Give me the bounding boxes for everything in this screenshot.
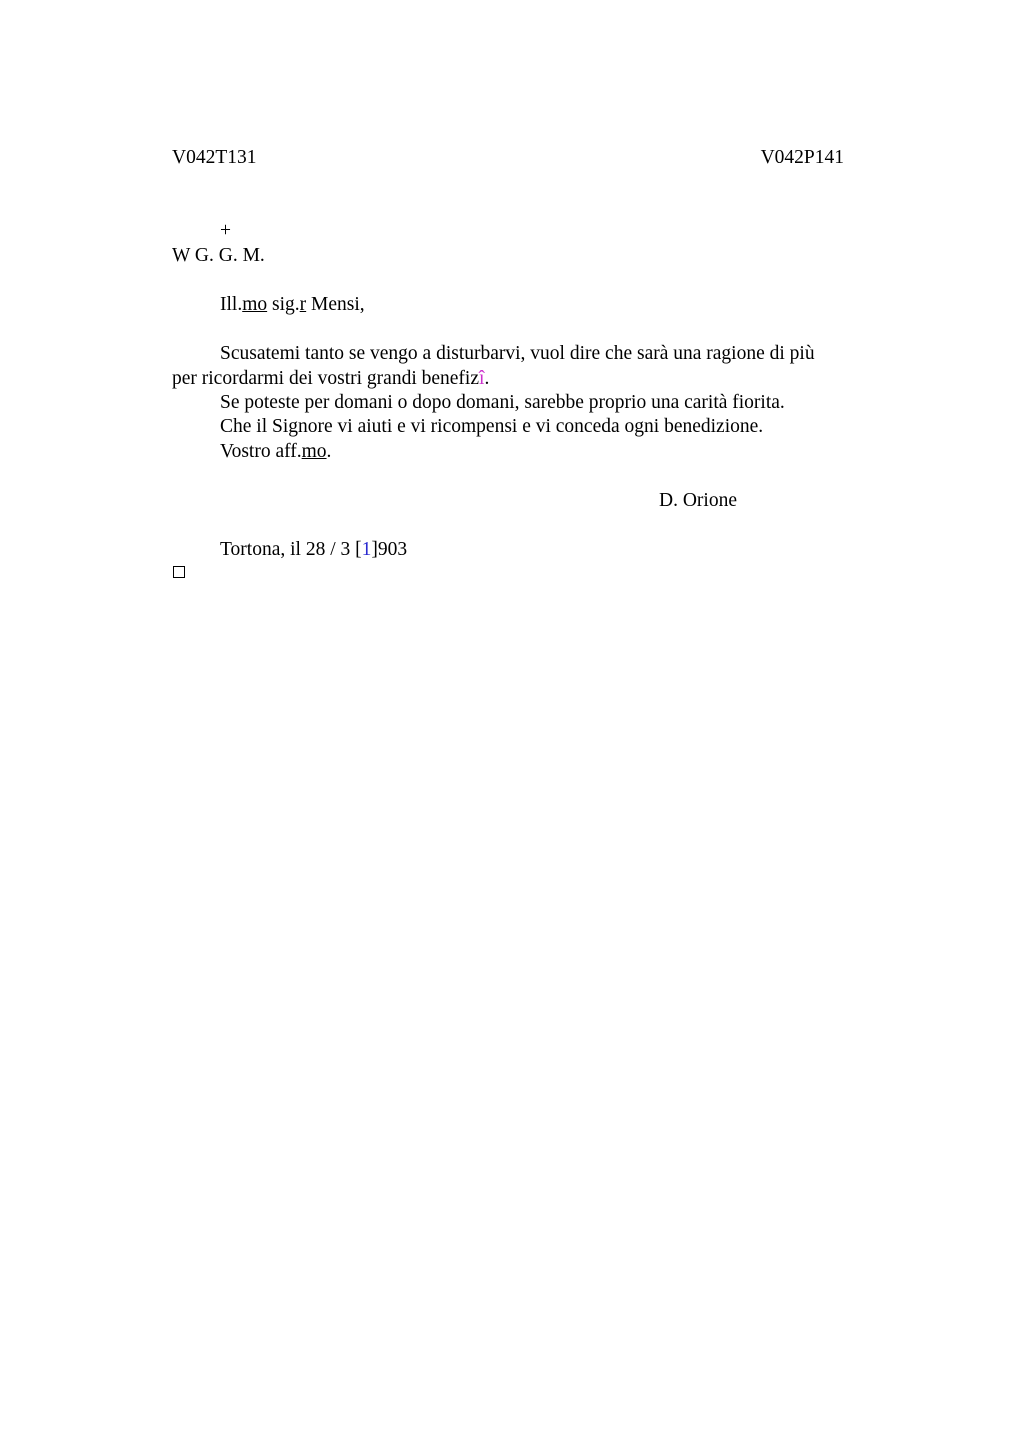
archive-code-left: V042T131 — [172, 147, 257, 168]
salutation-abbrev-r: r — [299, 294, 307, 315]
dateline-suffix: ]903 — [371, 539, 408, 560]
paragraph-1-line-1: Scusatemi tanto se vengo a disturbarvi, vuol dire che sarà una ragione di più — [220, 343, 815, 364]
letter-page — [172, 0, 852, 1450]
closing-suffix: . — [326, 441, 332, 462]
archive-code-right: V042P141 — [760, 147, 844, 168]
motto: W G. G. M. — [172, 245, 265, 266]
salutation — [220, 293, 365, 317]
closing — [220, 440, 331, 464]
editorial-mark: î — [479, 368, 485, 389]
dateline — [220, 538, 407, 562]
closing-abbrev-mo: mo — [301, 441, 327, 462]
paragraph-1-line-2-end: . — [484, 368, 490, 389]
dateline-bracketed-digit: 1 — [361, 539, 372, 560]
dateline-prefix: Tortona, il 28 / 3 [ — [220, 539, 362, 560]
salutation-suffix: Mensi, — [306, 294, 365, 315]
paragraph-3: Che il Signore vi aiuti e vi ricompensi e vi conceda ogni benedizione. — [220, 416, 764, 437]
signature: D. Orione — [659, 490, 737, 511]
closing-prefix: Vostro aff. — [220, 441, 302, 462]
end-of-document-box-icon — [173, 566, 185, 578]
paragraph-2: Se poteste per domani o dopo domani, sarebbe proprio una carità fiorita. — [220, 392, 785, 413]
salutation-middle: sig. — [267, 294, 300, 315]
salutation-abbrev-mo: mo — [242, 294, 268, 315]
cross-symbol: + — [220, 220, 231, 241]
paragraph-1-line-2-text: per ricordarmi dei vostri grandi benefiz — [172, 368, 480, 389]
paragraph-1-line-2 — [172, 367, 489, 391]
salutation-prefix: Ill. — [220, 294, 243, 315]
